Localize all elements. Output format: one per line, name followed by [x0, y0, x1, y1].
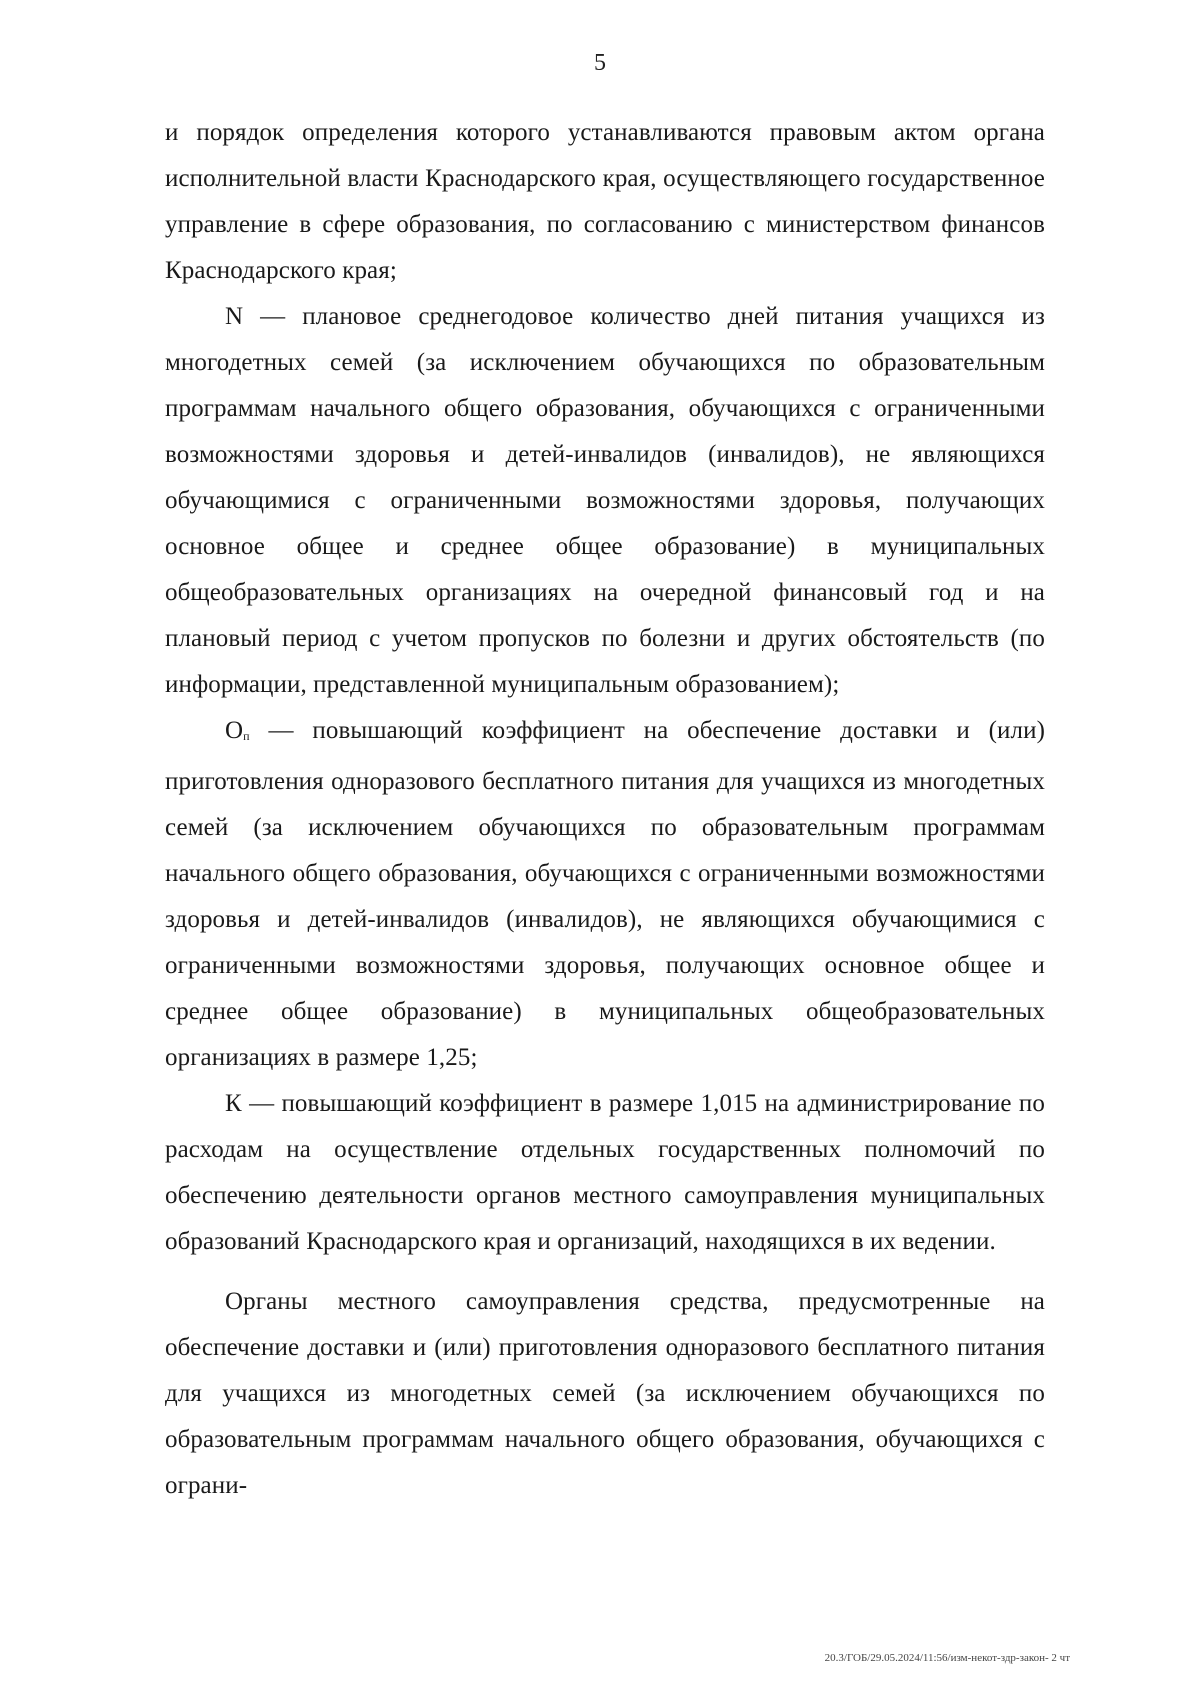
paragraph-op-definition — [165, 708, 1045, 1081]
paragraph-k-definition: К — повышающий коэффициент в размере 1,015 на администрирование по расходам на осуществление отдельных государственных полномочий по обеспечению деятельности органов местного самоуправления муниципальных образований Краснодарского края и организаций, находящихся в их ведении. — [165, 1090, 1045, 1255]
paragraph-local-government: Органы местного самоуправления средства, предусмотренные на обеспечение доставки и (или) приготовления одноразового бесплатного питания для учащихся из многодетных семей (за исключением обучающихся по образовательным программам начального общего образования, обучающихся с ограни- — [165, 1288, 1045, 1499]
footer-document-code: 20.3/ГОБ/29.05.2024/11:56/изм-некот-здр-закон- 2 чт — [824, 1652, 1070, 1664]
op-definition-text: — повышающий коэффициент на обеспечение доставки и (или) приготовления одноразового бесплатного питания для учащихся из многодетных семей (за исключением обучающихся по образовательным программам начального общего образования, обучающихся с ограниченными возможностями здоровья и детей-инвалидов (инвалидов), не являющихся обучающимися с ограниченными возможностями здоровья, получающих основное общее и среднее общее образование) в муниципальных общеобразовательных организациях в размере 1,25; — [165, 717, 1045, 1071]
paragraph-n-definition: N — плановое среднегодовое количество дней питания учащихся из многодетных семей (за исключением обучающихся по образовательным программам начального общего образования, обучающихся с ограниченными возможностями здоровья и детей-инвалидов (инвалидов), не являющихся обучающимися с ограниченными возможностями здоровья, получающих основное общее и среднее общее образование) в муниципальных общеобразовательных организациях на очередной финансовый год и на плановый период с учетом пропусков по болезни и других обстоятельств (по информации, представленной муниципальным образованием); — [165, 303, 1045, 698]
document-body — [165, 110, 1045, 1509]
page-number: 5 — [594, 50, 606, 76]
paragraph-continuation: и порядок определения которого устанавливаются правовым актом органа исполнительной власти Краснодарского края, осуществляющего государственное управление в сфере образования, по согласованию с министерством финансов Краснодарского края; — [165, 119, 1045, 284]
op-symbol: О — [225, 717, 244, 744]
op-subscript: п — [243, 729, 250, 743]
